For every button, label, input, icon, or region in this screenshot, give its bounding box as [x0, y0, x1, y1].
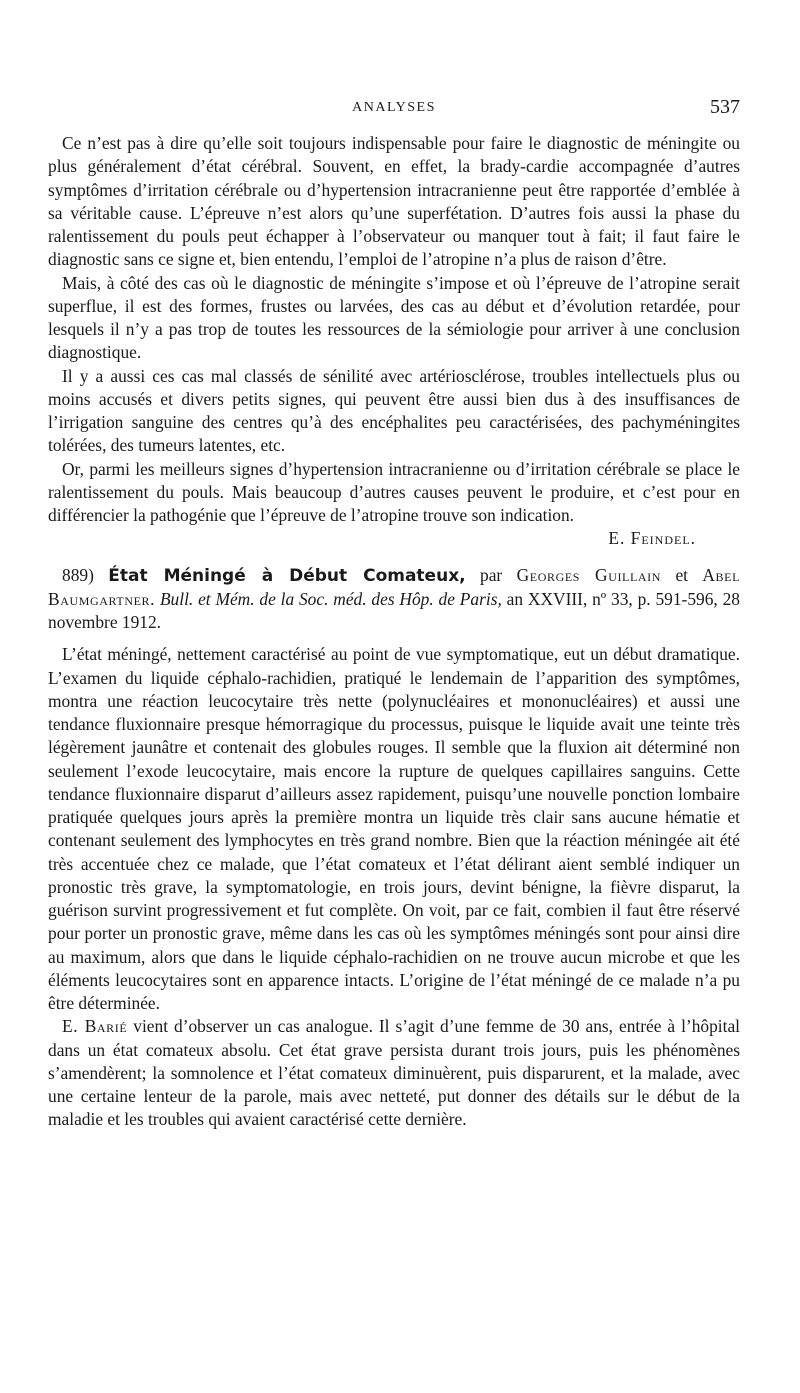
entry-and: et — [675, 564, 688, 585]
entry-author-1: Georges Guillain — [516, 564, 662, 585]
entry-author-2: Abel Baumgartner. — [48, 564, 741, 609]
entry-journal: Bull. et Mém. de la Soc. méd. des Hôp. de Paris, — [159, 588, 502, 609]
abstract-paragraph-2-text: vient d’observer un cas analogue. Il s’agit d’une femme de 30 ans, entrée à l’hôpital dans un état comateux absolu. Cet état grave persista durant trois jours, puis les phénomènes s’amendèrent; la somnolence et l’état comateux diminuèrent, puis disparurent, et la malade, avec une certaine lenteur de la parole, mais avec netteté, put donner des détails sur le début de la maladie et les troubles qui avaient caractérisé cette dernière. — [48, 1016, 740, 1130]
signature: E. Feindel. — [608, 528, 696, 549]
entry-number: 889) — [62, 564, 94, 585]
entry-by: par — [480, 564, 503, 585]
paragraph-2: Mais, à côté des cas où le diagnostic de méningite s’impose et où l’épreuve de l’atropine serait superflue, il est des formes, frustes ou larvées, des cas au début et d’évolution retardée, pour lesquels il n’y a pas trop de toutes les ressources de la sémiologie pour arriver à une conclusion diagnostique. — [48, 272, 740, 363]
paragraph-1: Ce n’est pas à dire qu’elle soit toujours indispensable pour faire le diagnostic de méningite ou plus généralement d’état cérébral. Souvent, en effet, la brady-cardie accompagnée d’autres symptômes d’irritation cérébrale ou d’hypertension intracranienne peut être rapportée d’emblée à sa véritable cause. L’épreuve n’est alors qu’une superfétation. D’autres fois aussi la phase du ralentissement du pouls peut échapper à l’observateur ou manquer tout à fait; il faut faire le diagnostic sans ce signe et, bien entendu, l’emploi de l’atropine n’a plus de raison d’être. — [48, 133, 740, 270]
page-number: 537 — [710, 96, 740, 118]
page-header — [48, 96, 740, 122]
running-head: ANALYSES — [352, 100, 436, 115]
paragraph-3: Il y a aussi ces cas mal classés de sénilité avec artériosclérose, troubles intellectuels plus ou moins accusés et divers petits signes, qui peuvent être aussi bien dus à des insuffisances de l’irrigation sanguine des centres qu’à des encéphalites peu caractérisées, des pachyméningites tolérées, des tumeurs latentes, etc. — [48, 365, 740, 456]
body-text — [48, 132, 740, 1132]
entry-heading — [48, 564, 740, 635]
entry-title: État Méningé à Début Comateux, — [108, 565, 466, 586]
abstract-author-name: E. Barié — [62, 1016, 128, 1037]
abstract-paragraph-2 — [48, 1015, 740, 1131]
signature-line — [48, 527, 740, 550]
abstract-paragraph-1: L’état méningé, nettement caractérisé au point de vue symptomatique, eut un début dramatique. L’examen du liquide céphalo-rachidien, pratiqué le lendemain de l’apparition des symptômes, montra une réaction leucocytaire très nette (polynucléaires et mononucléaires) et aussi une tendance fluxionnaire presque hémorragique du processus, puisque le liquide avait une teinte très légèrement jaunâtre et contenait des globules rouges. Il semble que la fluxion ait déterminé non seulement l’exode leucocytaire, mais encore la rupture de quelques capillaires sanguins. Cette tendance fluxionnaire disparut d’ailleurs assez rapidement, puisqu’une nouvelle ponction lombaire pratiquée quelques jours après la première montra un liquide très clair sans aucune hématie et contenant seulement des lymphocytes en très grand nombre. Bien que la réaction méningée ait été très accentuée chez ce malade, que l’état comateux et l’état délirant aient semblé indiquer un pronostic très grave, la symptomatologie, en trois jours, devint bénigne, la fièvre disparut, la guérison survint progressivement et fut complète. On voit, par ce fait, combien il faut être réservé pour porter un pronostic grave, même dans les cas où les symptômes méningés sont pour ainsi dire au maximum, alors que dans le liquide céphalo-rachidien on ne trouve aucun microbe et que les éléments leucocytaires sont en apparence intacts. L’origine de l’état méningé de ce malade n’a pu être déterminée. — [48, 644, 740, 1013]
entry-details: an XXVIII, nº 33, p. 591-596, 28 novembre 1912. — [48, 588, 740, 632]
paragraph-4: Or, parmi les meilleurs signes d’hypertension intracranienne ou d’irritation cérébrale se place le ralentissement du pouls. Mais beaucoup d’autres causes peuvent le produire, et c’est pour en différencier la pathogénie que l’épreuve de l’atropine trouve son indication. — [48, 458, 740, 525]
